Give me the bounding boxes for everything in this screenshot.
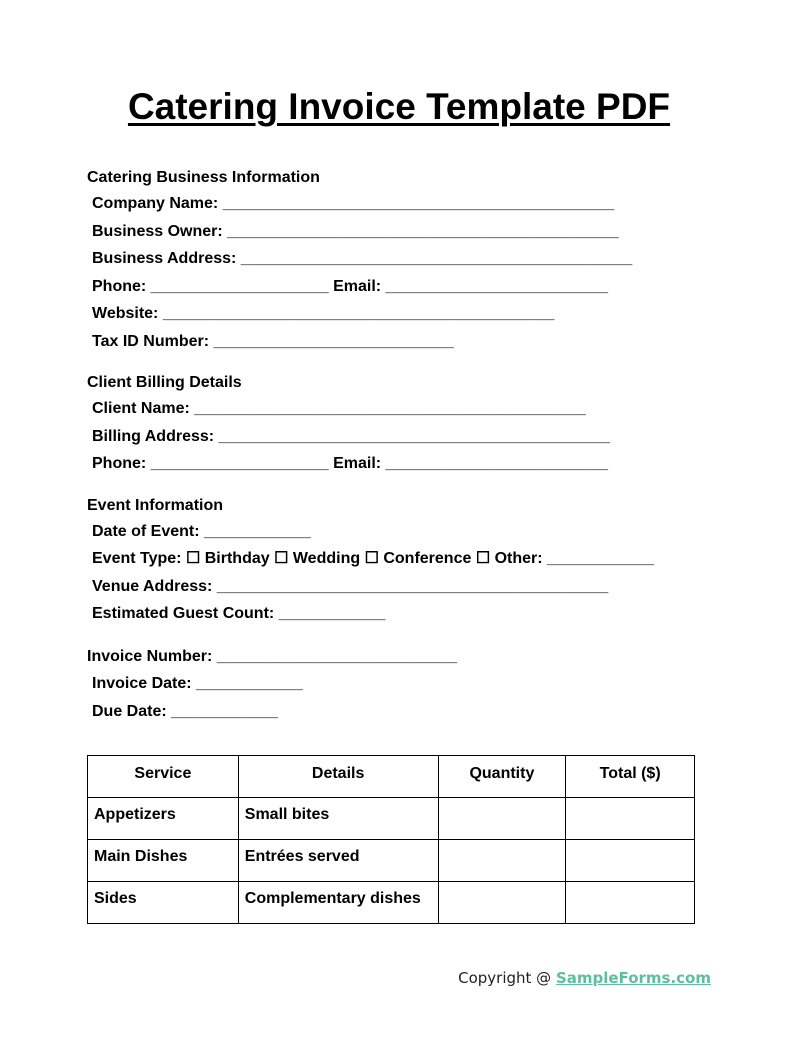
client-heading: Client Billing Details bbox=[87, 374, 242, 391]
business-contact-field[interactable]: Phone: ____________________ Email: _________________________ bbox=[92, 277, 608, 295]
table-row bbox=[88, 882, 695, 924]
guest-count-field[interactable]: Estimated Guest Count: ____________ bbox=[92, 605, 386, 622]
client-name-field[interactable]: Client Name: ____________________________________________ bbox=[92, 400, 586, 417]
copyright-text: Copyright @ bbox=[458, 969, 556, 987]
cell-service: Appetizers bbox=[88, 798, 239, 840]
cell-details: Small bites bbox=[238, 798, 438, 840]
form-content bbox=[87, 166, 727, 725]
cell-service: Main Dishes bbox=[88, 840, 239, 882]
business-address-field[interactable]: Business Address: ____________________________________________ bbox=[92, 250, 633, 267]
copyright-footer bbox=[458, 969, 711, 987]
cell-quantity[interactable] bbox=[438, 882, 566, 924]
services-table bbox=[87, 755, 695, 924]
header-service: Service bbox=[88, 756, 239, 798]
header-total: Total ($) bbox=[566, 756, 695, 798]
business-owner-field[interactable]: Business Owner: ____________________________________________ bbox=[92, 222, 619, 240]
event-type-field[interactable]: Event Type: ☐ Birthday ☐ Wedding ☐ Conference ☐ Other: ____________ bbox=[92, 550, 654, 567]
cell-service: Sides bbox=[88, 882, 239, 924]
company-name-field[interactable]: Company Name: ____________________________________________ bbox=[92, 195, 615, 212]
cell-details: Complementary dishes bbox=[238, 882, 438, 924]
page-title: Catering Invoice Template PDF bbox=[127, 86, 671, 127]
client-contact-field[interactable]: Phone: ____________________ Email: _________________________ bbox=[92, 455, 608, 472]
event-heading: Event Information bbox=[87, 496, 224, 514]
table-header-row bbox=[88, 756, 695, 798]
cell-quantity[interactable] bbox=[438, 840, 566, 882]
tax-id-field[interactable]: Tax ID Number: ___________________________ bbox=[92, 332, 454, 350]
website-field[interactable]: Website: ____________________________________________ bbox=[92, 305, 555, 322]
business-heading: Catering Business Information bbox=[87, 169, 320, 186]
header-quantity: Quantity bbox=[438, 756, 566, 798]
cell-total[interactable] bbox=[566, 840, 695, 882]
billing-address-field[interactable]: Billing Address: ____________________________________________ bbox=[92, 427, 611, 445]
cell-total[interactable] bbox=[566, 798, 695, 840]
venue-address-field[interactable]: Venue Address: ____________________________________________ bbox=[92, 577, 609, 595]
cell-quantity[interactable] bbox=[438, 798, 566, 840]
table-row bbox=[88, 798, 695, 840]
cell-details: Entrées served bbox=[238, 840, 438, 882]
sampleforms-link[interactable]: SampleForms.com bbox=[555, 969, 711, 987]
event-date-field[interactable]: Date of Event: ____________ bbox=[92, 522, 311, 540]
table-row bbox=[88, 840, 695, 882]
invoice-number-field[interactable]: Invoice Number: ___________________________ bbox=[87, 647, 458, 665]
header-details: Details bbox=[238, 756, 438, 798]
invoice-date-field[interactable]: Invoice Date: ____________ bbox=[92, 675, 303, 692]
cell-total[interactable] bbox=[566, 882, 695, 924]
due-date-field[interactable]: Due Date: ____________ bbox=[92, 702, 278, 720]
